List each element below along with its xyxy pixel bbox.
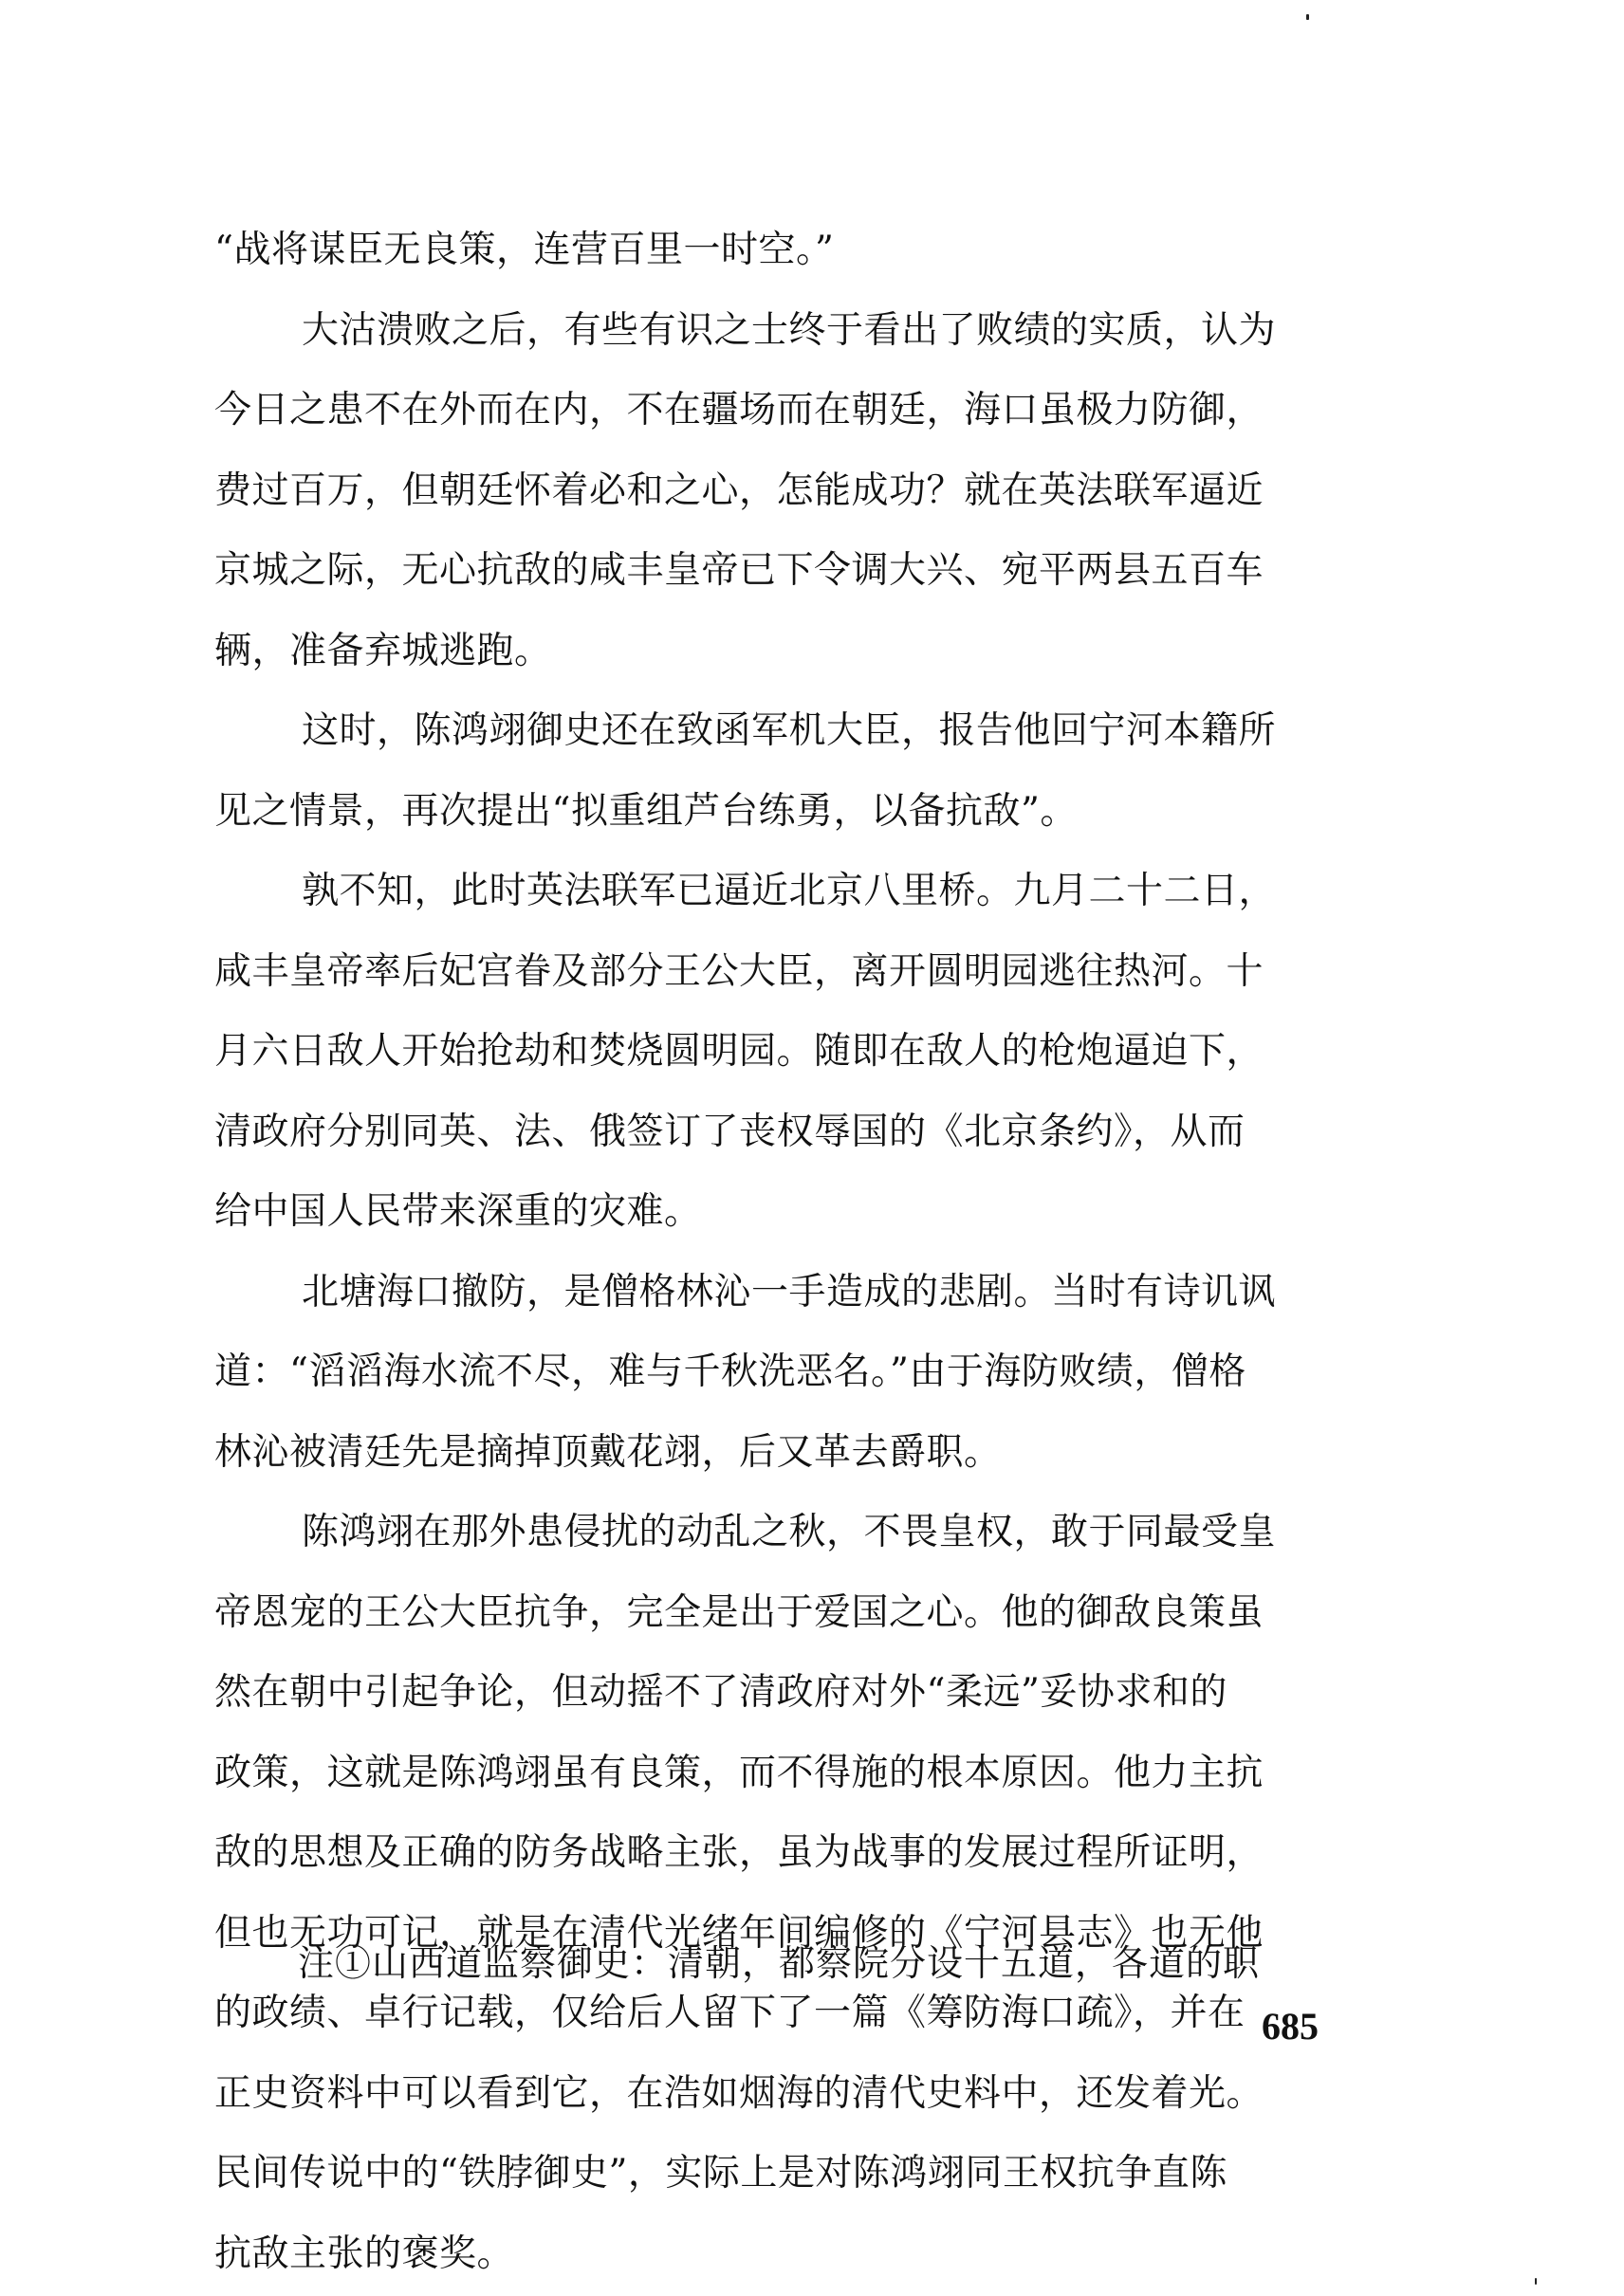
text-line: 辆，准备弃城逃跑。 [214, 629, 552, 672]
text-line: 大沽溃败之后，有些有识之士终于看出了败绩的实质，认为 [302, 308, 1277, 352]
text-line: “战将谋臣无良策，连营百里一时空。” [214, 229, 835, 271]
text-line: 政策，这就是陈鸿翊虽有良策，而不得施的根本原因。他力主抗 [214, 1751, 1264, 1794]
text-line: 敌的思想及正确的防务战略主张，虽为战事的发展过程所证明， [214, 1831, 1264, 1874]
scan-speck [1535, 2278, 1537, 2285]
footnote: 注①山西道监察御史：清朝，都察院分设十五道，各道的职 [298, 1942, 1261, 1984]
text-line: 京城之际，无心抗敌的咸丰皇帝已下令调大兴、宛平两县五百车 [214, 549, 1264, 592]
text-line: 帝恩宠的王公大臣抗争，完全是出于爱国之心。他的御敌良策虽 [214, 1590, 1264, 1634]
text-line: 然在朝中引起争论，但动摇不了清政府对外“柔远”妥协求和的 [214, 1671, 1227, 1714]
text-line: 林沁被清廷先是摘掉顶戴花翊，后又革去爵职。 [214, 1430, 1002, 1474]
text-line: 见之情景，再次提出“拟重组芦台练勇，以备抗敌”。 [214, 789, 1078, 833]
text-line: 这时，陈鸿翊御史还在致函军机大臣，报告他回宁河本籍所 [302, 709, 1277, 752]
scan-speck [1306, 14, 1309, 20]
text-line: 孰不知，此时英法联军已逼近北京八里桥。九月二十二日， [302, 870, 1277, 912]
text-line: 道：“滔滔海水流不尽，难与千秋洗恶名。”由于海防败绩，僧格 [214, 1350, 1246, 1393]
text-line: 今日之患不在外而在内，不在疆场而在朝廷，海口虽极力防御， [214, 389, 1264, 432]
text-line: 北塘海口撤防，是僧格林沁一手造成的悲剧。当时有诗讥讽 [302, 1270, 1277, 1313]
text-line: 月六日敌人开始抢劫和焚烧圆明园。随即在敌人的枪炮逼迫下， [214, 1030, 1264, 1073]
text-line: 咸丰皇帝率后妃宫眷及部分王公大臣，离开圆明园逃往热河。十 [214, 949, 1264, 993]
text-line: 清政府分别同英、法、俄签订了丧权辱国的《北京条约》，从而 [214, 1110, 1246, 1153]
text-line: 民间传说中的“铁脖御史”，实际上是对陈鸿翊同王权抗争直陈 [214, 2152, 1227, 2195]
text-line: 但也无功可记，就是在清代光绪年间编修的《宁河县志》也无他 [214, 1911, 1264, 1955]
text-line: 费过百万，但朝廷怀着必和之心，怎能成功？就在英法联军逼近 [214, 468, 1264, 512]
text-line: 抗敌主张的褒奖。 [214, 2232, 515, 2275]
text-line: 正史资料中可以看到它，在浩如烟海的清代史料中，还发着光。 [214, 2071, 1264, 2115]
text-line: 的政绩、卓行记载，仅给后人留下了一篇《筹防海口疏》，并在 [214, 1992, 1246, 2034]
text-line: 给中国人民带来深重的灾难。 [214, 1190, 702, 1233]
text-line: 陈鸿翊在那外患侵扰的动乱之秋，不畏皇权，敢于同最受皇 [302, 1511, 1277, 1553]
page-number: 685 [1262, 2005, 1319, 2048]
